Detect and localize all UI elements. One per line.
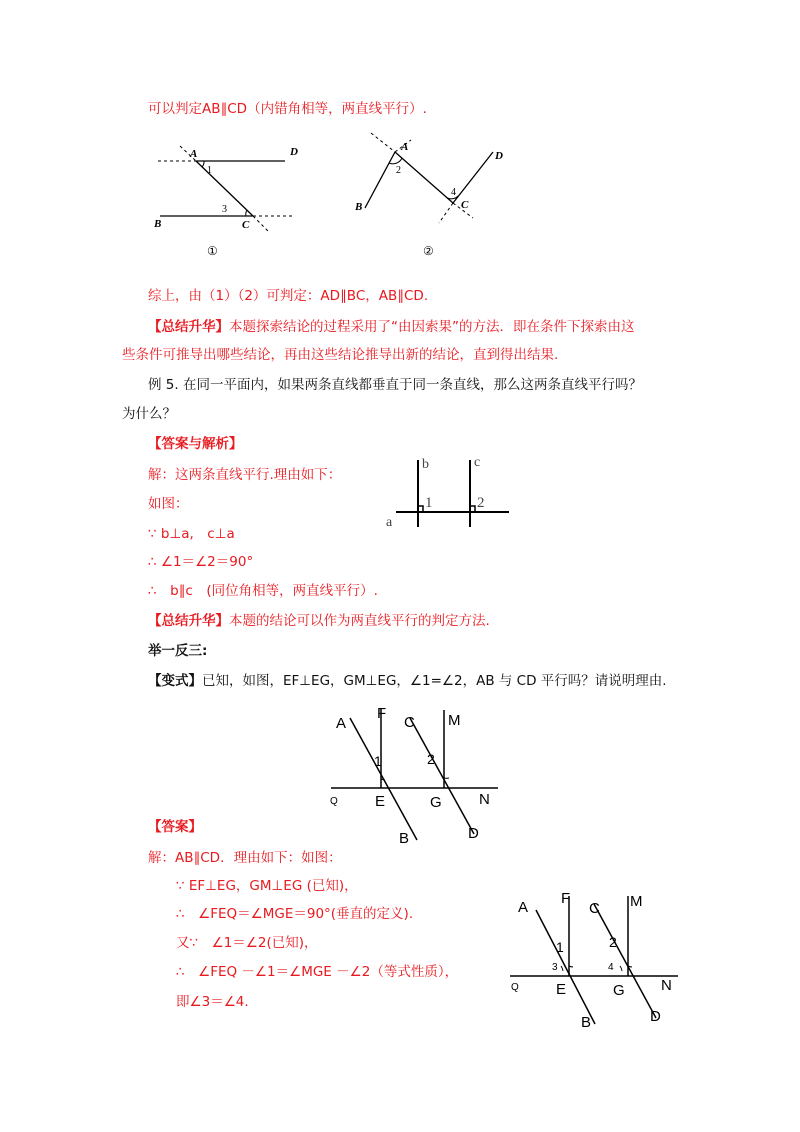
answer-line-4: 又∵ ∠1＝∠2(已知)，: [176, 935, 318, 951]
summary-paragraph-3: 【总结升华】本题的结论可以作为两直线平行的判定方法.: [148, 613, 490, 629]
fig1-angle-1: 1: [207, 165, 212, 176]
figure-2-diagram: [345, 130, 520, 270]
figure-4-diagram: [326, 700, 506, 850]
fig1-caption: ①: [207, 244, 218, 258]
fig4-angle-2: 2: [427, 751, 435, 767]
solution-line-2: 如图：: [148, 496, 189, 512]
fig2-angle-2: 2: [396, 165, 401, 176]
fig5-label-g: G: [613, 982, 625, 999]
figure-1-diagram: [150, 130, 310, 270]
fig2-caption: ②: [423, 244, 434, 258]
fig5-label-e: E: [556, 981, 567, 998]
fig5-label-b: B: [581, 1014, 592, 1031]
fig4-angle-1: 1: [374, 753, 382, 769]
solution-line-1: 解：这两条直线平行.理由如下：: [148, 467, 342, 483]
variant-tag: 【变式】: [148, 673, 202, 689]
fig4-label-d: D: [468, 825, 479, 842]
solution-line-3: ∵ b⊥a, c⊥a: [148, 526, 235, 542]
fig5-angle-1: 1: [556, 939, 564, 955]
example-5-question: 例 5. 在同一平面内，如果两条直线都垂直于同一条直线，那么这两条直线平行吗？: [148, 377, 642, 393]
answer-line-1: 解：AB∥CD．理由如下：如图：: [148, 850, 342, 866]
example-5-question-cont: 为什么？: [122, 406, 176, 422]
fig1-label-b: B: [154, 218, 162, 230]
fig1-angle-3: 3: [222, 204, 227, 215]
fig5-angle-4: 4: [608, 962, 614, 973]
answer-heading: 【答案与解析】: [148, 436, 243, 452]
fig1-label-c: C: [242, 219, 250, 231]
fig3-angle-1: 1: [425, 495, 433, 511]
summary-line: 综上，由（1）（2）可判定：AD∥BC，AB∥CD.: [148, 288, 429, 304]
fig4-label-a: A: [336, 715, 347, 732]
fig3-label-b: b: [422, 457, 429, 472]
answer-line-2: ∵ EF⊥EG，GM⊥EG (已知)，: [176, 878, 358, 894]
fig2-label-a: A: [401, 141, 409, 153]
fig3-label-a: a: [386, 515, 393, 530]
fig4-label-n: N: [479, 791, 490, 808]
summary-paragraph-2: 些条件可推导出哪些结论，再由这些结论推导出新的结论，直到得出结果.: [122, 347, 559, 363]
variant-question: 【变式】已知，如图，EF⊥EG，GM⊥EG，∠1=∠2，AB 与 CD 平行吗？请说明理由.: [148, 673, 667, 689]
answer-line-3: ∴ ∠FEQ＝∠MGE＝90°(垂直的定义).: [176, 906, 414, 922]
fig2-label-c: C: [461, 199, 469, 211]
solution-line-5: ∴ b∥c (同位角相等，两直线平行）.: [148, 583, 378, 599]
summary-tag: 【总结升华】: [148, 319, 229, 335]
fig3-label-c: c: [474, 455, 481, 470]
fig4-label-e: E: [375, 793, 386, 810]
fig4-label-f: F: [377, 705, 387, 722]
fig5-angle-3: 3: [552, 962, 558, 973]
practice-heading: 举一反三:: [148, 643, 208, 659]
fig5-label-a: A: [518, 899, 529, 916]
fig5-label-q: Q: [511, 982, 519, 993]
fig5-label-d: D: [650, 1008, 661, 1025]
fig5-label-c: C: [589, 900, 600, 917]
fig5-label-n: N: [661, 977, 672, 994]
fig2-label-d: D: [495, 150, 503, 162]
fig5-angle-2: 2: [609, 934, 617, 950]
solution-line-4: ∴ ∠1＝∠2＝90°: [148, 554, 254, 570]
summary-tag-2: 【总结升华】: [148, 613, 229, 629]
fig4-label-b: B: [399, 830, 410, 847]
fig1-label-d: D: [290, 146, 298, 158]
fig2-label-b: B: [355, 201, 363, 213]
fig5-label-f: F: [561, 890, 571, 907]
answer-heading-2: 【答案】: [148, 819, 202, 835]
summary-paragraph-1: 【总结升华】本题探索结论的过程采用了“由因索果”的方法．即在条件下探索由这: [148, 319, 635, 335]
fig1-label-a: A: [190, 148, 198, 160]
fig4-label-g: G: [430, 794, 442, 811]
conclusion-line: 可以判定AB∥CD（内错角相等，两直线平行）.: [148, 101, 427, 117]
fig4-label-c: C: [404, 714, 415, 731]
fig5-label-m: M: [630, 893, 643, 910]
fig2-angle-4: 4: [451, 187, 456, 198]
fig4-label-m: M: [448, 712, 461, 729]
figure-3-perpendicular: [384, 450, 524, 535]
fig4-label-q: Q: [330, 796, 338, 807]
answer-line-6: 即∠3＝∠4.: [176, 994, 249, 1010]
fig3-angle-2: 2: [477, 495, 485, 511]
figure-5-diagram: [506, 880, 686, 1030]
answer-line-5: ∴ ∠FEQ －∠1＝∠MGE －∠2（等式性质），: [176, 964, 459, 980]
